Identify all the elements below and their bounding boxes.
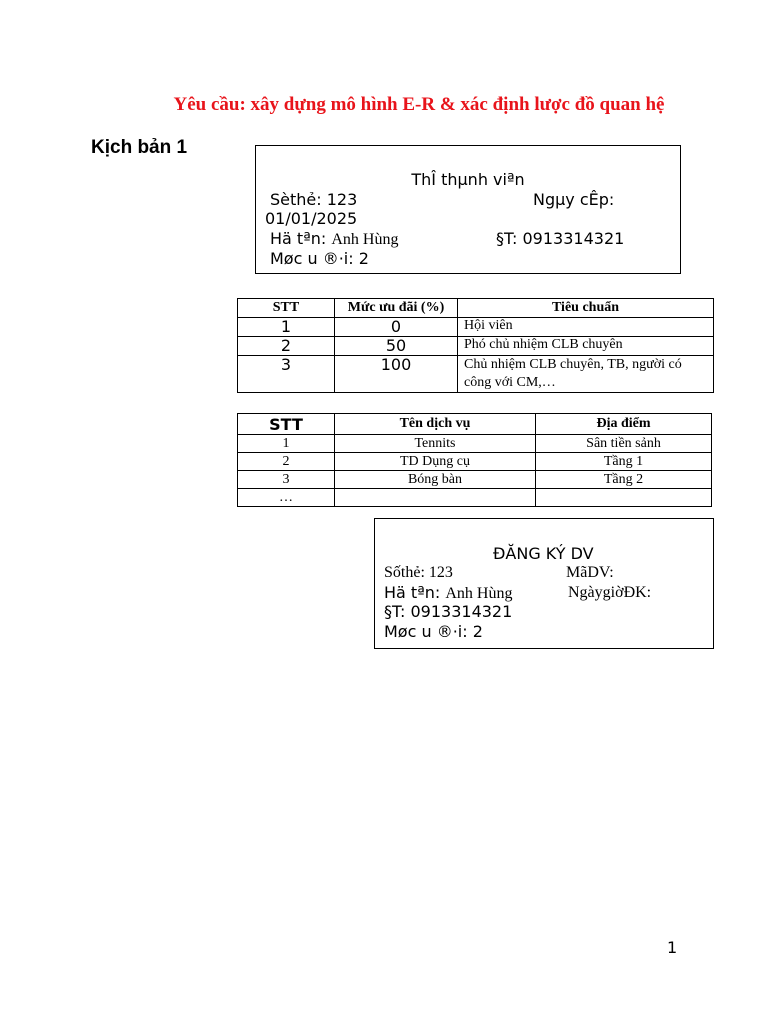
table-row	[238, 489, 712, 507]
issue-date-value: 01/01/2025	[265, 209, 358, 228]
registration-name-label: Hä tªn:	[384, 583, 441, 602]
cell-stt: 3	[238, 356, 335, 393]
name-line	[270, 229, 398, 249]
issue-date-label: Ngµy cÊp:	[533, 190, 615, 209]
cell-service-name: Bóng bàn	[335, 471, 536, 489]
cell-service-name	[335, 489, 536, 507]
page-number: 1	[667, 938, 678, 957]
table-row	[238, 453, 712, 471]
cell-service-name: TD Dụng cụ	[335, 453, 536, 471]
cell-criteria: Phó chủ nhiệm CLB chuyên	[458, 337, 714, 356]
cell-stt: …	[238, 489, 335, 507]
card-number-value: 123	[326, 190, 358, 209]
table-row	[238, 318, 714, 337]
name-label: Hä tªn:	[270, 229, 327, 248]
registration-level: Møc u ®·i: 2	[384, 622, 483, 641]
member-card-title: ThÎ thµnh viªn	[411, 170, 525, 189]
phone-label: §T:	[496, 229, 518, 248]
service-registration-card	[374, 518, 714, 649]
header-stt: STT	[238, 299, 335, 318]
cell-stt: 3	[238, 471, 335, 489]
service-table	[237, 413, 712, 507]
cell-discount: 100	[335, 356, 458, 393]
cell-service-name: Tennits	[335, 435, 536, 453]
cell-criteria: Chủ nhiệm CLB chuyên, TB, người có công với CM,…	[458, 356, 714, 393]
cell-stt: 1	[238, 435, 335, 453]
name-value: Anh Hùng	[331, 231, 399, 248]
member-card	[255, 145, 681, 274]
card-number-label: Sèthẻ:	[270, 190, 322, 209]
cell-discount: 0	[335, 318, 458, 337]
header-stt: STT	[238, 414, 335, 435]
table-header-row	[238, 299, 714, 318]
cell-location: Sân tiền sảnh	[536, 435, 712, 453]
phone-value: 0913314321	[522, 229, 625, 248]
header-location: Địa điểm	[536, 414, 712, 435]
header-criteria: Tiêu chuẩn	[458, 299, 714, 318]
discount-table	[237, 298, 714, 393]
table-header-row	[238, 414, 712, 435]
level-line	[270, 249, 369, 268]
registration-card-number: Sốthẻ: 123	[384, 564, 453, 581]
level-label: Møc u ®·i:	[270, 249, 354, 268]
level-value: 2	[358, 249, 369, 268]
cell-discount: 50	[335, 337, 458, 356]
cell-criteria: Hội viên	[458, 318, 714, 337]
table-row	[238, 471, 712, 489]
table-row	[238, 337, 714, 356]
registration-phone: §T: 0913314321	[384, 602, 513, 621]
header-service-name: Tên dịch vụ	[335, 414, 536, 435]
phone-line	[496, 229, 624, 248]
registration-name-value: Anh Hùng	[445, 585, 513, 602]
card-number-line	[270, 190, 357, 209]
cell-stt: 1	[238, 318, 335, 337]
page-title: Yêu cầu: xây dựng mô hình E-R & xác định lược đồ quan hệ	[173, 94, 665, 115]
scenario-heading: Kịch bản 1	[91, 137, 188, 158]
registration-datetime: NgàygiờĐK:	[568, 584, 652, 601]
cell-location: Tầng 2	[536, 471, 712, 489]
cell-location	[536, 489, 712, 507]
table-row	[238, 435, 712, 453]
table-row	[238, 356, 714, 393]
cell-stt: 2	[238, 337, 335, 356]
cell-location: Tầng 1	[536, 453, 712, 471]
registration-name-line	[384, 583, 512, 603]
registration-service-code: MãDV:	[566, 564, 614, 581]
cell-stt: 2	[238, 453, 335, 471]
header-discount: Mức ưu đãi (%)	[335, 299, 458, 318]
registration-title: ĐĂNG KÝ DV	[493, 544, 594, 563]
